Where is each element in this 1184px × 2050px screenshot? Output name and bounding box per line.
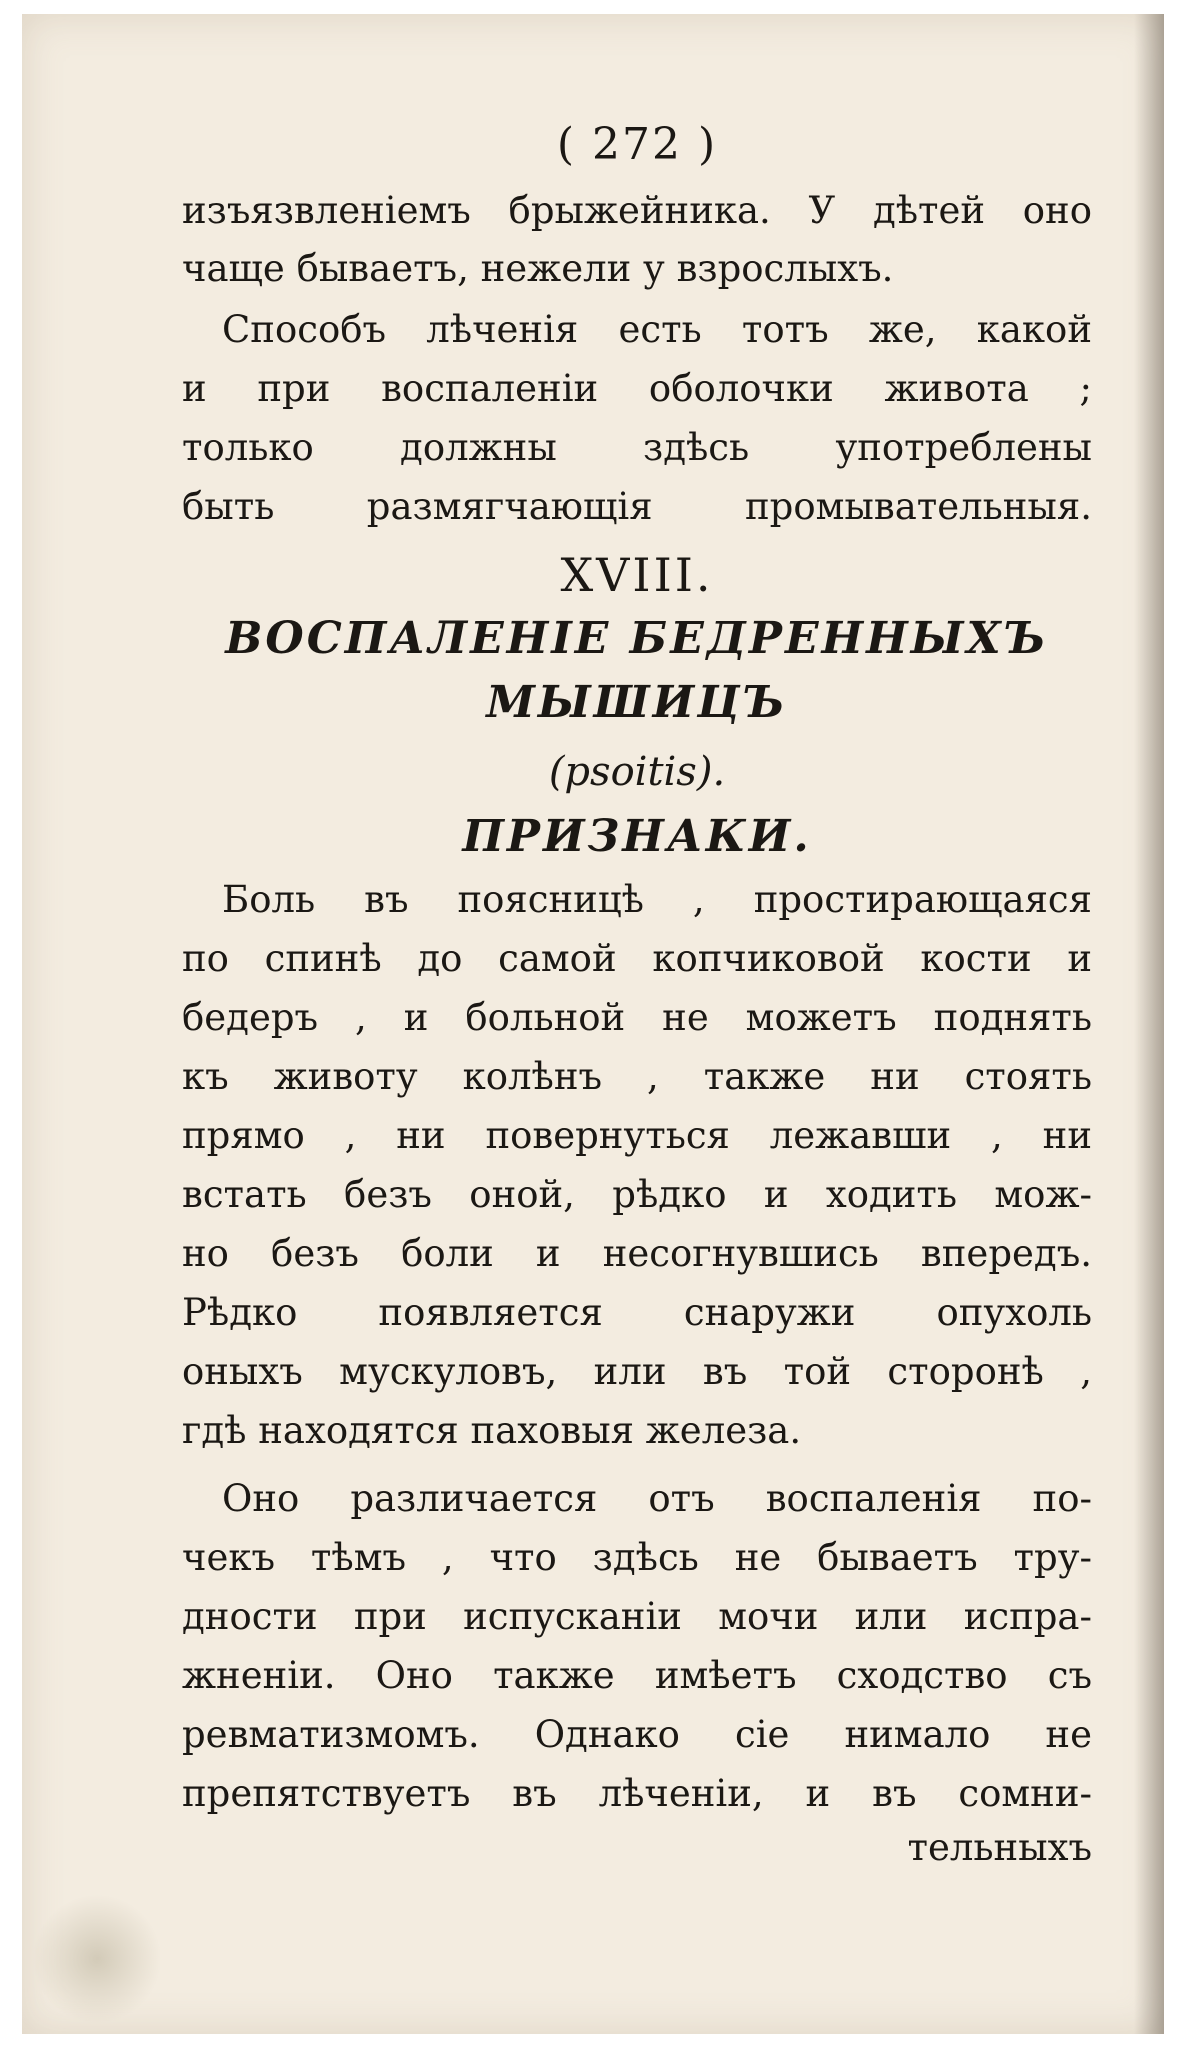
paragraph-1-line-1: изъязвленіемъ брыжейника. У дѣтей оно [182,189,1092,232]
paragraph-2-line-3: только должны здѣсь употреблены [182,426,1092,469]
paragraph-4-line-2: чекъ тѣмъ , что здѣсь не бываетъ тру- [182,1536,1092,1579]
paragraph-3-line-8: Рѣдко появляется снаружи опухоль [182,1291,1092,1334]
catchword: тельныхъ [907,1826,1092,1869]
section-title-line-1: ВОСПАЛЕНІЕ БЕДРЕННЫХЪ [225,613,1049,664]
section-title-line-2: МЫШИЦЪ [486,677,788,728]
paper-stain [32,1894,162,2024]
paragraph-4-line-3: дности при испусканіи мочи или испра- [182,1595,1092,1638]
paragraph-2-line-2: и при воспаленіи оболочки живота ; [182,367,1092,410]
paragraph-3-line-1: Боль въ поясницѣ , простирающаяся [222,878,1092,921]
paragraph-4-line-1: Оно различается отъ воспаленія по- [222,1477,1092,1520]
page-number: ( 272 ) [556,119,718,170]
subheading: ПРИЗНАКИ. [462,811,812,862]
paragraph-2-line-1: Способъ лѣченія есть тотъ же, какой [222,308,1092,351]
paragraph-3-line-6: встать безъ оной, рѣдко и ходить мож- [182,1173,1092,1216]
section-number: XVIII. [560,548,714,602]
paragraph-4-line-5: ревматизмомъ. Однако сіе нимало не [182,1713,1092,1756]
paragraph-3-line-9: оныхъ мускуловъ, или въ той сторонѣ , [182,1350,1092,1393]
paragraph-3-line-3: бедеръ , и больной не можетъ поднять [182,996,1092,1039]
paragraph-4-line-6: препятствуетъ въ лѣченіи, и въ сомни- [182,1772,1092,1815]
paragraph-3-line-2: по спинѣ до самой копчиковой кости и [182,937,1092,980]
paragraph-3-line-10: гдѣ находятся паховыя железа. [182,1409,802,1452]
page-edge-shadow [1134,14,1164,2034]
paragraph-3-line-5: прямо , ни повернуться лежавши , ни [182,1114,1092,1157]
paragraph-1-line-2: чаще бываетъ, нежели у взрослыхъ. [182,247,894,290]
paragraph-2-line-4: быть размягчающія промывательныя. [182,485,1092,528]
book-page [22,14,1164,2034]
paragraph-3-line-7: но безъ боли и несогнувшись впередъ. [182,1232,1092,1275]
paragraph-3-line-4: къ животу колѣнъ , также ни стоять [182,1055,1092,1098]
latin-name: (psoitis). [548,749,726,795]
paragraph-4-line-4: жненіи. Оно также имѣетъ сходство съ [182,1654,1092,1697]
